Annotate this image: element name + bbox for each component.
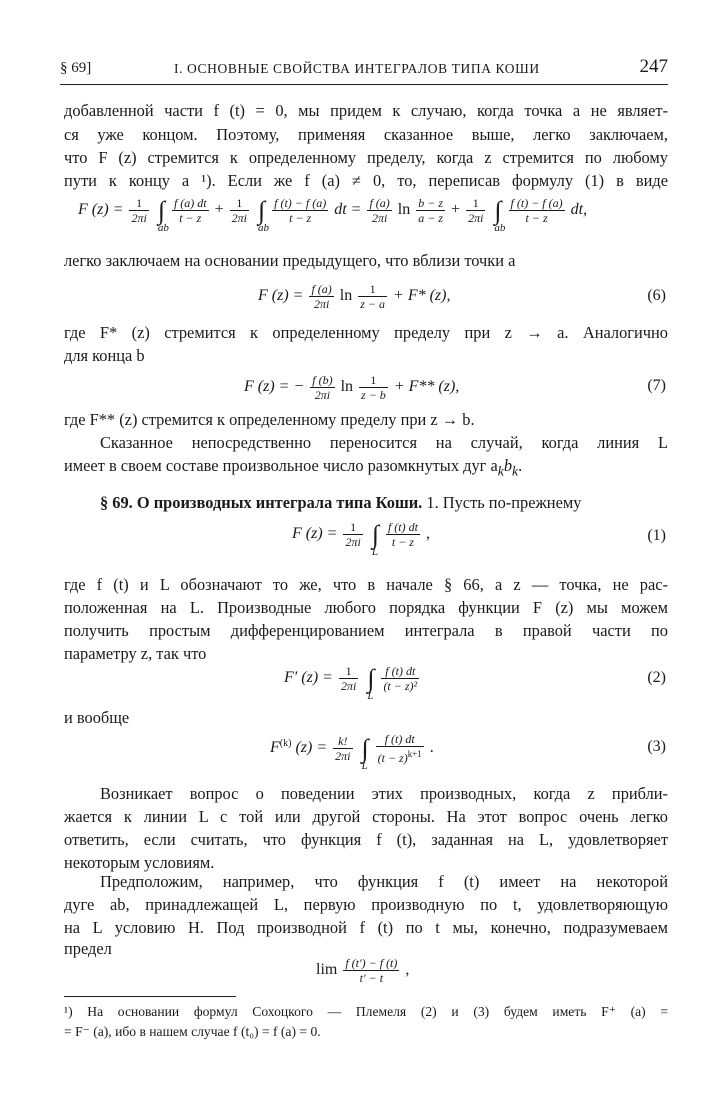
- page-number: 247: [639, 56, 668, 77]
- text-line: где f (t) и L обозначают то же, что в начале § 66, а z — точка, не рас-: [64, 575, 668, 594]
- text-line: ся уже концом. Поэтому, применяя сказанное выше, легко заключаем,: [64, 125, 668, 144]
- equation-number: (1): [647, 527, 666, 544]
- text-line: для конца b: [64, 346, 145, 365]
- footnote-line: = F⁻ (a), ибо в нашем случае f (t₀) = f (a) = 0.: [64, 1024, 321, 1039]
- text-line: жается к линии L с той или другой стороны. На этот вопрос очень легко: [64, 807, 668, 826]
- header-rule: [60, 84, 668, 85]
- equation-number: (6): [647, 287, 666, 304]
- text-line: добавленной части f (t) = 0, мы придем к случаю, когда точка a не являет-: [64, 101, 668, 120]
- equation-7: F (z) = − $\frac{f (b)}{2\pi i}$ ln $\frac{1}{z - b}$ + F** (z),: [244, 373, 460, 402]
- equation-number: (3): [647, 738, 666, 755]
- equation-2: F′ (z) = $\frac{1}{2\pi i}$ ∫ L $\frac{f (t) dt}{\text{(t − z)²}}$: [284, 663, 418, 702]
- text-line: Возникает вопрос о поведении этих производных, когда z прибли-: [100, 784, 668, 803]
- text-line: пути к концу a ¹). Если же f (a) ≠ 0, то, переписав формулу (1) в виде: [64, 171, 668, 190]
- text-line: предел: [64, 939, 112, 958]
- text-line: и вообще: [64, 708, 130, 727]
- equation-number: (2): [647, 669, 666, 686]
- running-header: [60, 58, 668, 82]
- text-line: параметру z, так что: [64, 644, 207, 663]
- text-line: ответить, если считать, что функция f (t), заданная на L, удовлетворяет: [64, 830, 668, 849]
- equation-main: F (z) = $\frac{1}{2\pi i}$ ∫ ab $\frac{f (a) dt}{t - z}$ + $\frac{1}{2\pi i}$ ∫ ab $\frac{f (t) - f (a)}{t - z}$ dt = $\frac{f (a)}{2\pi i}$ ln $\frac{b - z}{a - z}$ + $\frac{1}{2\pi i}$ ∫ ab $\frac{f (t) - f (a)}{t - z}$ dt,: [78, 195, 588, 234]
- equation-limit: lim $\frac{f (t') - f (t)}{t' - t}$ ,: [316, 956, 410, 985]
- equation-3: $F^{(k)}$ (z) = $\frac{k!}{2\pi i}$ ∫ L $\frac{f (t) dt}{(t - z)^{k+1}}$ .: [270, 732, 434, 772]
- text-line: Предположим, например, что функция f (t) имеет на некоторой: [100, 872, 668, 891]
- text-line: положенная на L. Производные любого порядка функции F (z) мы можем: [64, 598, 668, 617]
- text-line: на L условию H. Под производной f (t) по t мы, конечно, подразумеваем: [64, 918, 668, 937]
- equation-1: F (z) = $\frac{1}{2\pi i}$ ∫ L $\frac{f (t) dt}{t - z}$ ,: [292, 519, 430, 558]
- text-line: где F** (z) стремится к определенному пределу при z → b.: [64, 410, 475, 429]
- text-line: что F (z) стремится к определенному пределу, когда z стремится по любому: [64, 148, 668, 167]
- text-line: дуге ab, принадлежащей L, первую производную по t, удовлетворяющую: [64, 895, 668, 914]
- equation-6: F (z) = $\frac{f (a)}{2\pi i}$ ln $\frac{1}{z - a}$ + F* (z),: [258, 282, 451, 311]
- text-line: Сказанное непосредственно переносится на случай, когда линия L: [100, 433, 668, 452]
- footnote-line: ¹) На основании формул Сохоцкого — Племеля (2) и (3) будем иметь F⁺ (a) =: [64, 1004, 668, 1019]
- text-line: некоторым условиям.: [64, 853, 215, 872]
- text-line: получить простым дифференцированием интеграла в правой части по: [64, 621, 668, 640]
- header-section: § 69]: [60, 60, 92, 76]
- footnote-rule: [64, 996, 236, 997]
- text-line: легко заключаем на основании предыдущего, что вблизи точки a: [64, 251, 516, 270]
- text-line: имеет в своем составе произвольное число разомкнутых дуг $a_kb_k$.: [64, 456, 523, 479]
- text-line: где F* (z) стремится к определенному пределу при z → a. Аналогично: [64, 323, 668, 342]
- header-title: I. ОСНОВНЫЕ СВОЙСТВА ИНТЕГРАЛОВ ТИПА КОШИ: [174, 61, 540, 76]
- section-heading: § 69. О производных интеграла типа Коши. 1. Пусть по-прежнему: [100, 493, 582, 512]
- equation-number: (7): [647, 377, 666, 394]
